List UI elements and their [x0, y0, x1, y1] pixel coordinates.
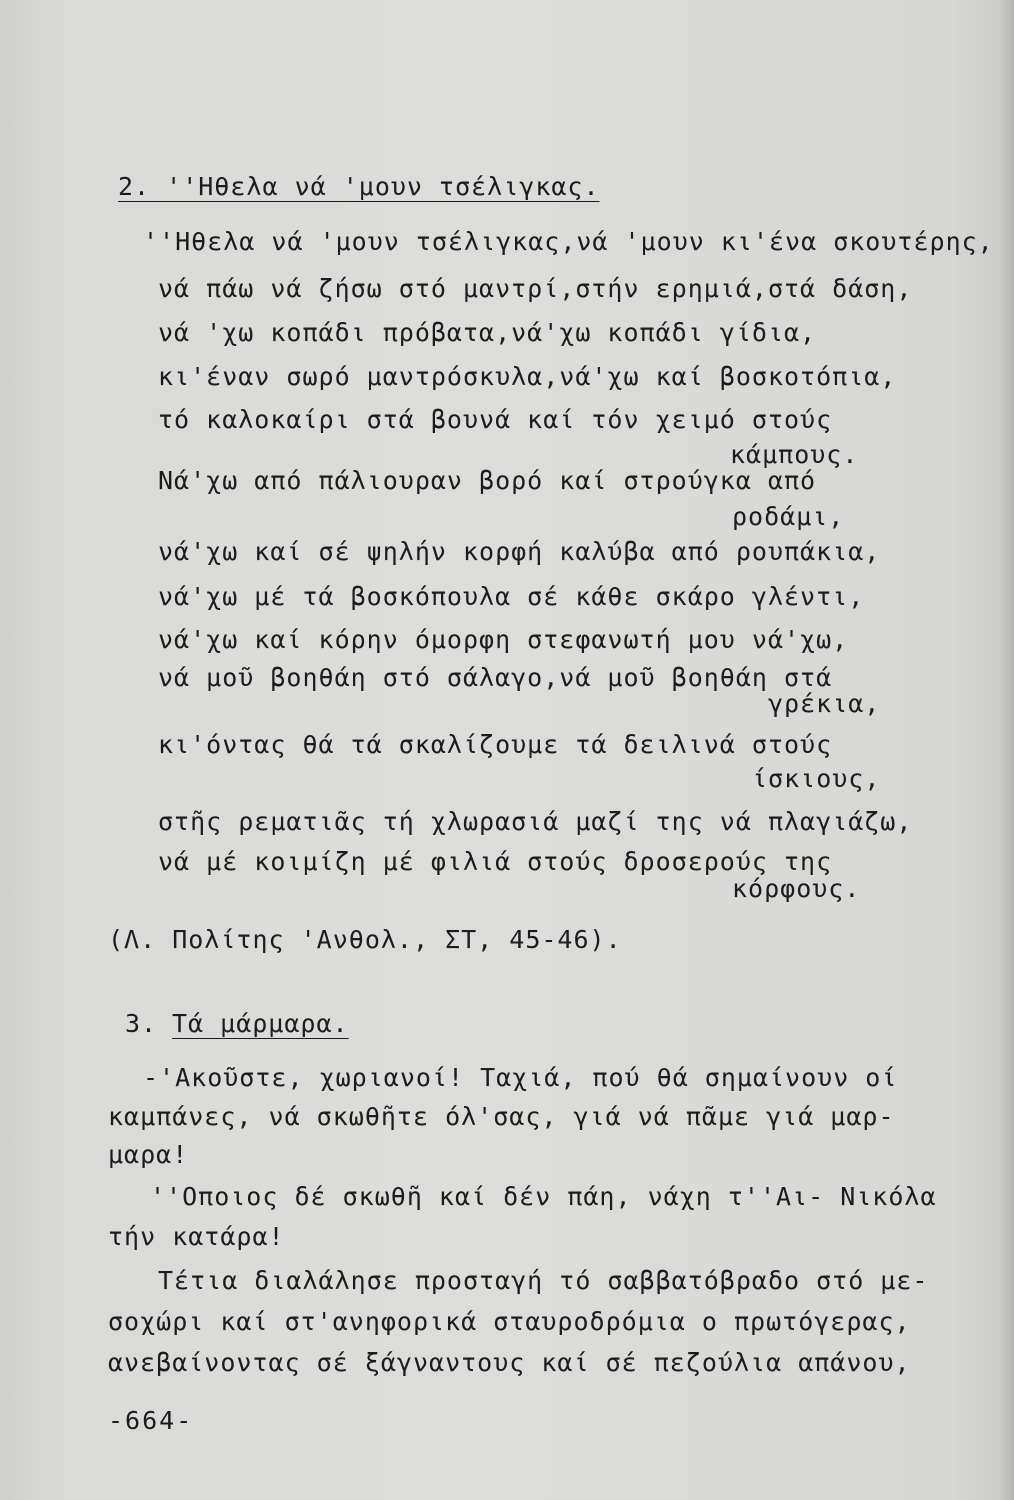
poem-line-continuation: κάμπους.	[730, 440, 859, 469]
poem-line: κι'όντας θά τά σκαλίζουμε τά δειλινά στούς	[158, 730, 833, 759]
poem-line: νά μέ κοιμίζη μέ φιλιά στούς δροσερούς της	[158, 847, 833, 876]
section-3-heading: Τά μάρμαρα.	[172, 1009, 349, 1038]
paragraph-line: σοχώρι καί στ'ανηφορικά σταυροδρόμια ο πρωτόγερας,	[108, 1307, 911, 1336]
poem-line-continuation: ροδάμι,	[732, 502, 845, 531]
section-2-heading: 2. ''Ηθελα νά 'μουν τσέλιγκας.	[118, 172, 600, 201]
paragraph-line: -'Ακοῦστε, χωριανοί! Ταχιά, πού θά σημαίνουν οί	[143, 1063, 898, 1092]
paragraph-line: ''Οποιος δέ σκωθῆ καί δέν πάη, νάχη τ''Αι- Νικόλα	[150, 1182, 937, 1211]
poem-line: νά'χω καί σέ ψηλήν κορφή καλύβα από ρουπάκια,	[158, 537, 881, 566]
paragraph-line: ανεβαίνοντας σέ ξάγναντους καί σέ πεζούλια απάνου,	[108, 1348, 911, 1377]
poem-line: νά πάω νά ζήσω στό μαντρί,στήν ερημιά,στά δάση,	[158, 274, 913, 303]
paragraph-line: Τέτια διαλάλησε προσταγή τό σαββατόβραδο στό με-	[158, 1266, 929, 1295]
page-edge-shadow	[1000, 0, 1014, 1500]
poem-line: νά μοῦ βοηθάη στό σάλαγο,νά μοῦ βοηθάη στά	[158, 663, 833, 692]
poem-line: τό καλοκαίρι στά βουνά καί τόν χειμό στούς	[158, 405, 833, 434]
poem-line-continuation: ίσκιους,	[752, 764, 881, 793]
citation: (Λ. Πολίτης 'Ανθολ., ΣΤ, 45-46).	[108, 925, 622, 954]
poem-line: κι'έναν σωρό μαντρόσκυλα,νά'χω καί βοσκοτόπια,	[158, 362, 897, 391]
poem-line-continuation: γρέκια,	[768, 689, 881, 718]
paragraph-line: καμπάνες, νά σκωθῆτε όλ'σας, γιά νά πᾶμε γιά μαρ-	[108, 1102, 895, 1131]
poem-line: νά'χω καί κόρην όμορφη στεφανωτή μου νά'χω,	[158, 625, 849, 654]
paragraph-line: τήν κατάρα!	[108, 1222, 285, 1251]
poem-line: νά 'χω κοπάδι πρόβατα,νά'χω κοπάδι γίδια,	[158, 318, 817, 347]
poem-line: ''Ηθελα νά 'μουν τσέλιγκας,νά 'μουν κι'ένα σκουτέρης,	[143, 227, 994, 256]
poem-line: στῆς ρεματιᾶς τή χλωρασιά μαζί της νά πλαγιάζω,	[158, 807, 913, 836]
poem-line: Νά'χω από πάλιουραν βορό καί στρούγκα από	[158, 466, 817, 495]
page-number: -664-	[108, 1406, 194, 1435]
poem-line-continuation: κόρφους.	[732, 874, 861, 903]
section-3-heading-number: 3.	[125, 1009, 158, 1038]
paragraph-line: μαρα!	[108, 1140, 189, 1169]
poem-line: νά'χω μέ τά βοσκόπουλα σέ κάθε σκάρο γλέντι,	[158, 582, 865, 611]
